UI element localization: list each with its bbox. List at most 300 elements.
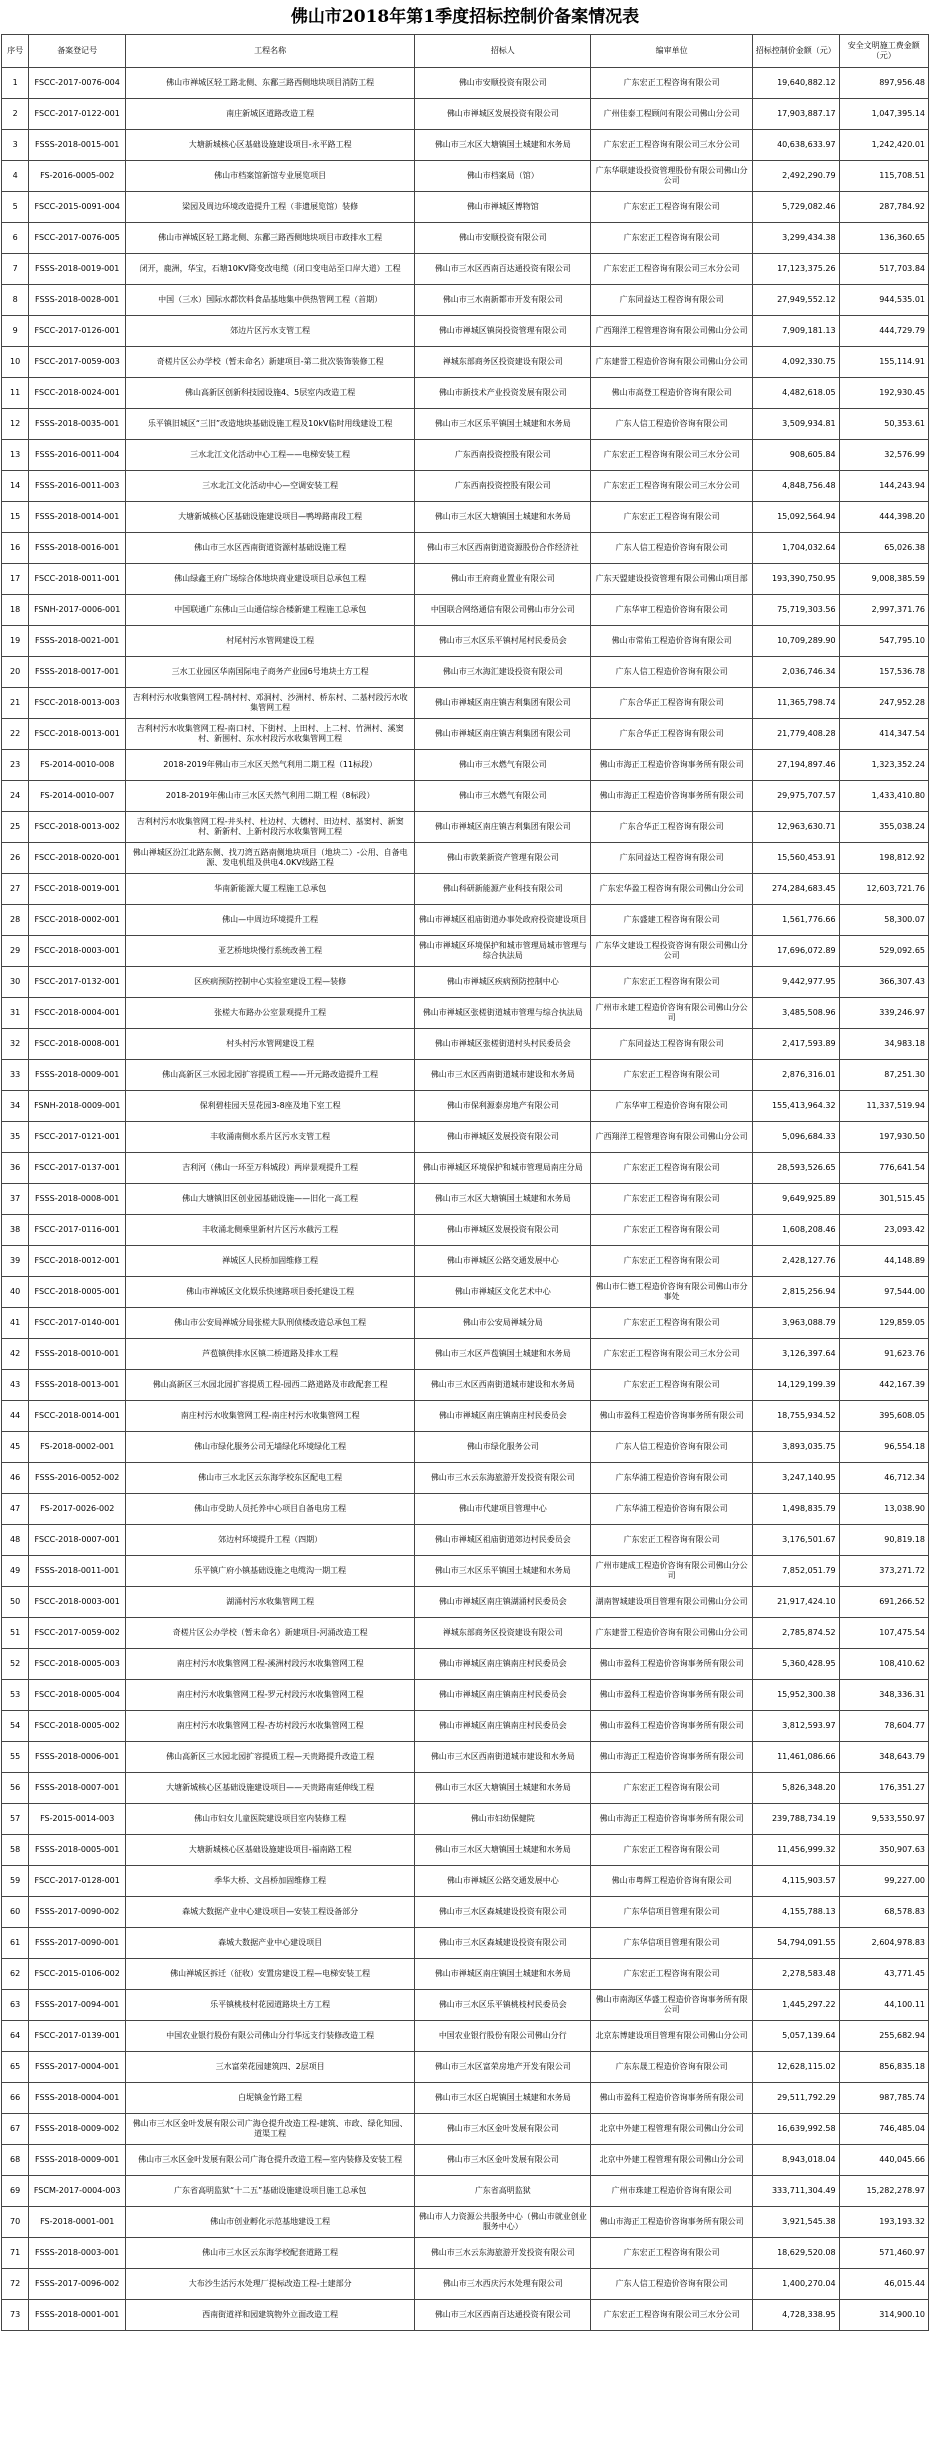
project-name: 三水北江文化活动中心工程——电梯安装工程 (126, 440, 415, 471)
safety-fee: 13,038.90 (839, 1494, 928, 1525)
compiler: 佛山市盈科工程造价咨询事务所有限公司 (591, 1680, 752, 1711)
compiler: 广东宏正工程咨询有限公司三水分公司 (591, 130, 752, 161)
safety-fee: 414,347.54 (839, 719, 928, 750)
tenderer: 佛山市禅城区镇岗投资管理有限公司 (415, 316, 591, 347)
project-name: 吉利村污水收集管网工程-鹄村村、邓洞村、沙洲村、桥东村、二基村段污水收集管网工程 (126, 688, 415, 719)
tenderer: 佛山市三水区森城建设投资有限公司 (415, 1928, 591, 1959)
tenderer: 佛山市禅城区南庄镇吉利集团有限公司 (415, 719, 591, 750)
safety-fee: 348,643.79 (839, 1742, 928, 1773)
project-name: 三水北江文化活动中心—空调安装工程 (126, 471, 415, 502)
compiler: 广东宏正工程咨询有限公司 (591, 502, 752, 533)
project-name: 佛山市禅城区轻工路北侧、东鄱三路西侧地块项目市政排水工程 (126, 223, 415, 254)
safety-fee: 776,641.54 (839, 1153, 928, 1184)
control-price: 1,608,208.46 (752, 1215, 839, 1246)
project-name: 佛山市绿化服务公司无墙绿化环境绿化工程 (126, 1432, 415, 1463)
filing-code: FS-2018-0001-001 (29, 2207, 126, 2238)
control-price: 12,628,115.02 (752, 2052, 839, 2083)
compiler: 广东华联建设投资管理股份有限公司佛山分公司 (591, 161, 752, 192)
control-price: 15,092,564.94 (752, 502, 839, 533)
compiler: 广东人信工程造价咨询有限公司 (591, 2269, 752, 2300)
safety-fee: 90,819.18 (839, 1525, 928, 1556)
row-number: 4 (2, 161, 29, 192)
row-number: 30 (2, 967, 29, 998)
tenderer: 佛山市三水区森城建设投资有限公司 (415, 1897, 591, 1928)
control-price: 3,299,434.38 (752, 223, 839, 254)
safety-fee: 34,983.18 (839, 1029, 928, 1060)
filing-code: FSSS-2018-0003-001 (29, 2238, 126, 2269)
tenderer: 佛山市三水区富荣房地产开发有限公司 (415, 2052, 591, 2083)
control-price: 17,696,072.89 (752, 936, 839, 967)
project-name: 佛山市禅城区轻工路北侧、东鄱三路西侧地块项目消防工程 (126, 68, 415, 99)
table-row (2, 1246, 929, 1277)
row-number: 24 (2, 781, 29, 812)
tenderer: 佛山市三水区西南街道城市建设和水务局 (415, 1060, 591, 1091)
project-name: 佛山高新区创新科技园设施4、5层室内改造工程 (126, 378, 415, 409)
filing-code: FSCC-2017-0076-005 (29, 223, 126, 254)
row-number: 69 (2, 2176, 29, 2207)
safety-fee: 395,608.05 (839, 1401, 928, 1432)
project-name: 三水工业园区华南国际电子商务产业园6号地块土方工程 (126, 657, 415, 688)
filing-code: FSCC-2018-0003-001 (29, 1587, 126, 1618)
filing-code: FSCC-2017-0059-002 (29, 1618, 126, 1649)
project-name: 奇槎片区公办学校（暂未命名）新建项目-第二批次装饰装修工程 (126, 347, 415, 378)
project-name: 2018-2019年佛山市三水区天然气利用二期工程（11标段） (126, 750, 415, 781)
row-number: 15 (2, 502, 29, 533)
control-price: 3,921,545.38 (752, 2207, 839, 2238)
project-name: 大塘新城核心区基础设施建设项目——天贵路南延伸线工程 (126, 1773, 415, 1804)
compiler: 佛山市盈科工程造价咨询事务所有限公司 (591, 1401, 752, 1432)
table-row (2, 1711, 929, 1742)
control-price: 193,390,750.95 (752, 564, 839, 595)
safety-fee: 1,323,352.24 (839, 750, 928, 781)
tenderer: 广东西南投资控股有限公司 (415, 440, 591, 471)
safety-fee: 107,475.54 (839, 1618, 928, 1649)
tenderer: 佛山市禅城区文化艺术中心 (415, 1277, 591, 1308)
filing-code: FS-2014-0010-008 (29, 750, 126, 781)
tenderer: 佛山市禅城区疾病预防控制中心 (415, 967, 591, 998)
table-row (2, 2145, 929, 2176)
table-row (2, 2269, 929, 2300)
compiler: 广东合华正工程咨询有限公司 (591, 812, 752, 843)
control-price: 18,755,934.52 (752, 1401, 839, 1432)
row-number: 2 (2, 99, 29, 130)
project-name: 佛山市三水区金叶发展有限公司广海仓提升改造工程-建筑、市政、绿化知园、道渠工程 (126, 2114, 415, 2145)
compiler: 广东东晟工程造价咨询有限公司 (591, 2052, 752, 2083)
table-body (2, 68, 929, 2331)
compiler: 广州佳泰工程顾问有限公司佛山分公司 (591, 99, 752, 130)
row-number: 68 (2, 2145, 29, 2176)
tenderer: 中国农业银行股份有限公司佛山分行 (415, 2021, 591, 2052)
filing-code: FSSS-2018-0009-002 (29, 2114, 126, 2145)
tenderer: 佛山市禅城区环境保护和城市管理局城市管理与综合执法局 (415, 936, 591, 967)
table-row (2, 2207, 929, 2238)
control-price: 54,794,091.55 (752, 1928, 839, 1959)
filing-code: FSSS-2018-0019-001 (29, 254, 126, 285)
compiler: 广东宏正工程咨询有限公司 (591, 192, 752, 223)
filing-code: FSSS-2016-0011-003 (29, 471, 126, 502)
table-row (2, 1773, 929, 1804)
table-row (2, 1401, 929, 1432)
control-price: 16,639,992.58 (752, 2114, 839, 2145)
row-number: 61 (2, 1928, 29, 1959)
safety-fee: 348,336.31 (839, 1680, 928, 1711)
filing-code: FSCC-2018-0019-001 (29, 874, 126, 905)
tenderer: 佛山市三水区乐平镇国土城建和水务局 (415, 409, 591, 440)
row-number: 14 (2, 471, 29, 502)
compiler: 广东宏正工程咨询有限公司 (591, 1525, 752, 1556)
safety-fee: 129,859.05 (839, 1308, 928, 1339)
safety-fee: 301,515.45 (839, 1184, 928, 1215)
safety-fee: 1,433,410.80 (839, 781, 928, 812)
safety-fee: 373,271.72 (839, 1556, 928, 1587)
control-price: 4,728,338.95 (752, 2300, 839, 2331)
filing-code: FS-2017-0026-002 (29, 1494, 126, 1525)
compiler: 广西翔洋工程管理咨询有限公司佛山分公司 (591, 1122, 752, 1153)
project-name: 佛山高新区三水园北园扩容提质工程——开元路改造提升工程 (126, 1060, 415, 1091)
safety-fee: 97,544.00 (839, 1277, 928, 1308)
filing-code: FSCC-2015-0091-004 (29, 192, 126, 223)
safety-fee: 50,353.61 (839, 409, 928, 440)
control-price: 1,561,776.66 (752, 905, 839, 936)
control-price: 333,711,304.49 (752, 2176, 839, 2207)
project-name: 区疾病预防控制中心实验室建设工程—装修 (126, 967, 415, 998)
project-name: 佛山—中周边环境提升工程 (126, 905, 415, 936)
filing-table (1, 34, 929, 2331)
filing-code: FSNH-2017-0006-001 (29, 595, 126, 626)
project-name: 张槎大布路办公室景观提升工程 (126, 998, 415, 1029)
project-name: 华南新能源大厦工程施工总承包 (126, 874, 415, 905)
compiler: 广西翔洋工程管理咨询有限公司佛山分公司 (591, 316, 752, 347)
filing-code: FSCM-2017-0004-003 (29, 2176, 126, 2207)
filing-code: FSCC-2018-0014-001 (29, 1401, 126, 1432)
row-number: 19 (2, 626, 29, 657)
row-number: 50 (2, 1587, 29, 1618)
col-header-project: 工程名称 (126, 35, 415, 68)
filing-code: FSSS-2018-0001-001 (29, 2300, 126, 2331)
tenderer: 佛山市禅城区公路交通发展中心 (415, 1246, 591, 1277)
row-number: 47 (2, 1494, 29, 1525)
row-number: 16 (2, 533, 29, 564)
filing-code: FSCC-2015-0106-002 (29, 1959, 126, 1990)
safety-fee: 68,578.83 (839, 1897, 928, 1928)
project-name: 郊边村环境提升工程（四期） (126, 1525, 415, 1556)
tenderer: 佛山市禅城区南庄镇南庄村民委员会 (415, 1711, 591, 1742)
col-header-control-price: 招标控制价金额（元） (752, 35, 839, 68)
compiler: 北京中外建工程管理有限公司佛山分公司 (591, 2114, 752, 2145)
compiler: 佛山市海正工程造价咨询事务所有限公司 (591, 2207, 752, 2238)
safety-fee: 350,907.63 (839, 1835, 928, 1866)
filing-code: FSCC-2018-0024-001 (29, 378, 126, 409)
safety-fee: 746,485.04 (839, 2114, 928, 2145)
row-number: 36 (2, 1153, 29, 1184)
tenderer: 佛山市禅城区南庄镇吉利集团有限公司 (415, 812, 591, 843)
filing-code: FS-2016-0005-002 (29, 161, 126, 192)
table-row (2, 1432, 929, 1463)
page-title: 佛山市2018年第1季度招标控制价备案情况表 (290, 7, 640, 27)
row-number: 45 (2, 1432, 29, 1463)
table-row (2, 440, 929, 471)
project-name: 吉利村污水收集管网工程-南口村、下街村、上田村、上二村、竹洲村、溪窦村、新围村、东水村段污水收集管网工程 (126, 719, 415, 750)
tenderer: 佛山市三水云东海旅游开发投资有限公司 (415, 1463, 591, 1494)
table-row (2, 1339, 929, 1370)
filing-code: FSCC-2017-0116-001 (29, 1215, 126, 1246)
project-name: 大塘新城核心区基础设施建设项目-福南路工程 (126, 1835, 415, 1866)
control-price: 5,096,684.33 (752, 1122, 839, 1153)
row-number: 53 (2, 1680, 29, 1711)
control-price: 27,194,897.46 (752, 750, 839, 781)
safety-fee: 157,536.78 (839, 657, 928, 688)
row-number: 35 (2, 1122, 29, 1153)
tenderer: 佛山市公安局禅城分局 (415, 1308, 591, 1339)
filing-code: FSCC-2017-0128-001 (29, 1866, 126, 1897)
filing-code: FSSS-2018-0004-001 (29, 2083, 126, 2114)
table-row (2, 1463, 929, 1494)
project-name: 佛山高新区三水园北园扩容提质工程—天贵路提升改造工程 (126, 1742, 415, 1773)
table-row (2, 130, 929, 161)
project-name: 村尾村污水管网建设工程 (126, 626, 415, 657)
row-number: 46 (2, 1463, 29, 1494)
project-name: 丰收涌北侧乘里新村片区污水截污工程 (126, 1215, 415, 1246)
filing-code: FSCC-2017-0137-001 (29, 1153, 126, 1184)
table-row (2, 378, 929, 409)
row-number: 23 (2, 750, 29, 781)
col-header-safety-fee: 安全文明施工费金额（元） (839, 35, 928, 68)
row-number: 41 (2, 1308, 29, 1339)
filing-code: FSCC-2018-0013-002 (29, 812, 126, 843)
control-price: 1,445,297.22 (752, 1990, 839, 2021)
compiler: 广东建誉工程造价咨询有限公司佛山分公司 (591, 1618, 752, 1649)
project-name: 梁园及周边环境改造提升工程（非遗展览馆）装修 (126, 192, 415, 223)
table-row (2, 316, 929, 347)
filing-code: FSSS-2018-0009-001 (29, 1060, 126, 1091)
table-row (2, 1959, 929, 1990)
control-price: 9,442,977.95 (752, 967, 839, 998)
tenderer: 佛山市三水云东海旅游开发投资有限公司 (415, 2238, 591, 2269)
control-price: 7,909,181.13 (752, 316, 839, 347)
row-number: 26 (2, 843, 29, 874)
compiler: 广东宏正工程咨询有限公司 (591, 1370, 752, 1401)
safety-fee: 91,623.76 (839, 1339, 928, 1370)
compiler: 广东宏正工程咨询有限公司三水分公司 (591, 254, 752, 285)
table-row (2, 905, 929, 936)
safety-fee: 2,997,371.76 (839, 595, 928, 626)
row-number: 37 (2, 1184, 29, 1215)
safety-fee: 9,008,385.59 (839, 564, 928, 595)
control-price: 3,963,088.79 (752, 1308, 839, 1339)
row-number: 38 (2, 1215, 29, 1246)
table-row (2, 936, 929, 967)
safety-fee: 442,167.39 (839, 1370, 928, 1401)
project-name: 白坭镇金竹路工程 (126, 2083, 415, 2114)
table-row (2, 1122, 929, 1153)
row-number: 17 (2, 564, 29, 595)
compiler: 广州市永建工程造价咨询有限公司佛山分公司 (591, 998, 752, 1029)
tenderer: 佛山市三水区大塘镇国土城建和水务局 (415, 1835, 591, 1866)
compiler: 广州市珠建工程造价咨询有限公司 (591, 2176, 752, 2207)
safety-fee: 58,300.07 (839, 905, 928, 936)
control-price: 11,456,999.32 (752, 1835, 839, 1866)
filing-code: FSSS-2018-0016-001 (29, 533, 126, 564)
filing-code: FSSS-2018-0006-001 (29, 1742, 126, 1773)
filing-code: FSCC-2017-0139-001 (29, 2021, 126, 2052)
filing-code: FSSS-2017-0096-002 (29, 2269, 126, 2300)
tenderer: 佛山市三水区大塘镇国土城建和水务局 (415, 1184, 591, 1215)
row-number: 34 (2, 1091, 29, 1122)
project-name: 西南街道祥和园建筑物外立面改造工程 (126, 2300, 415, 2331)
filing-code: FSSS-2018-0035-001 (29, 409, 126, 440)
compiler: 佛山市盈科工程造价咨询事务所有限公司 (591, 1711, 752, 1742)
filing-code: FSSS-2018-0013-001 (29, 1370, 126, 1401)
filing-code: FSCC-2017-0126-001 (29, 316, 126, 347)
safety-fee: 9,533,550.97 (839, 1804, 928, 1835)
tenderer: 佛山市禅城区发展投资有限公司 (415, 1122, 591, 1153)
filing-code: FSCC-2018-0011-001 (29, 564, 126, 595)
filing-code: FSSS-2018-0015-001 (29, 130, 126, 161)
compiler: 广东宏华盈工程咨询有限公司佛山分公司 (591, 874, 752, 905)
control-price: 27,949,552.12 (752, 285, 839, 316)
filing-code: FSSS-2016-0011-004 (29, 440, 126, 471)
project-name: 中国联通广东佛山三山通信综合楼新建工程施工总承包 (126, 595, 415, 626)
row-number: 71 (2, 2238, 29, 2269)
table-row (2, 1308, 929, 1339)
safety-fee: 247,952.28 (839, 688, 928, 719)
tenderer: 佛山市禅城区发展投资有限公司 (415, 1215, 591, 1246)
compiler: 佛山市盈科工程造价咨询事务所有限公司 (591, 2083, 752, 2114)
tenderer: 佛山市三水区金叶发展有限公司 (415, 2145, 591, 2176)
table-row (2, 254, 929, 285)
control-price: 3,126,397.64 (752, 1339, 839, 1370)
project-name: 佛山市三水区金叶发展有限公司广海仓提升改造工程—室内装修及安装工程 (126, 2145, 415, 2176)
control-price: 28,593,526.65 (752, 1153, 839, 1184)
safety-fee: 255,682.94 (839, 2021, 928, 2052)
compiler: 广东宏正工程咨询有限公司 (591, 1308, 752, 1339)
row-number: 27 (2, 874, 29, 905)
row-number: 29 (2, 936, 29, 967)
table-row (2, 2300, 929, 2331)
filing-code: FSCC-2018-0012-001 (29, 1246, 126, 1277)
safety-fee: 46,015.44 (839, 2269, 928, 2300)
table-row (2, 1587, 929, 1618)
table-row (2, 2238, 929, 2269)
row-number: 51 (2, 1618, 29, 1649)
filing-code: FSCC-2018-0002-001 (29, 905, 126, 936)
filing-code: FSSS-2017-0090-001 (29, 1928, 126, 1959)
safety-fee: 78,604.77 (839, 1711, 928, 1742)
control-price: 2,417,593.89 (752, 1029, 839, 1060)
compiler: 广东宏正工程咨询有限公司 (591, 2238, 752, 2269)
control-price: 3,509,934.81 (752, 409, 839, 440)
safety-fee: 444,729.79 (839, 316, 928, 347)
row-number: 64 (2, 2021, 29, 2052)
table-row (2, 967, 929, 998)
compiler: 广东宏正工程咨询有限公司 (591, 1835, 752, 1866)
control-price: 274,284,683.45 (752, 874, 839, 905)
tenderer: 佛山市禅城区南庄镇吉利集团有限公司 (415, 688, 591, 719)
project-name: 佛山市受助人员托养中心项目自备电房工程 (126, 1494, 415, 1525)
compiler: 广东华浦工程造价咨询有限公司 (591, 1494, 752, 1525)
table-row (2, 2114, 929, 2145)
safety-fee: 87,251.30 (839, 1060, 928, 1091)
safety-fee: 944,535.01 (839, 285, 928, 316)
compiler: 广东宏正工程咨询有限公司 (591, 1060, 752, 1091)
control-price: 15,560,453.91 (752, 843, 839, 874)
safety-fee: 1,047,395.14 (839, 99, 928, 130)
filing-code: FSSS-2018-0014-001 (29, 502, 126, 533)
project-name: 芦苞镇供排水区镇二桥道路及排水工程 (126, 1339, 415, 1370)
tenderer: 佛山市绿化服务公司 (415, 1432, 591, 1463)
safety-fee: 571,460.97 (839, 2238, 928, 2269)
filing-code: FSCC-2017-0076-004 (29, 68, 126, 99)
control-price: 4,155,788.13 (752, 1897, 839, 1928)
tenderer: 佛山市禅城区南庄镇南庄村民委员会 (415, 1680, 591, 1711)
control-price: 1,704,032.64 (752, 533, 839, 564)
control-price: 4,848,756.48 (752, 471, 839, 502)
compiler: 广东华信项目管理有限公司 (591, 1928, 752, 1959)
filing-code: FSCC-2018-0020-001 (29, 843, 126, 874)
tenderer: 佛山市禅城区张槎街道城市管理与综合执法局 (415, 998, 591, 1029)
compiler: 广东天盟建设投资管理有限公司佛山项目部 (591, 564, 752, 595)
project-name: 佛山高新区三水园北园扩容提质工程-园西二路道路及市政配套工程 (126, 1370, 415, 1401)
row-number: 22 (2, 719, 29, 750)
table-row (2, 285, 929, 316)
compiler: 广东同益达工程咨询有限公司 (591, 843, 752, 874)
safety-fee: 529,092.65 (839, 936, 928, 967)
project-name: 乐平镇旧城区“三旧”改造地块基础设施工程及10kV临时用线建设工程 (126, 409, 415, 440)
compiler: 佛山市粤辉工程造价咨询有限公司 (591, 1866, 752, 1897)
row-number: 54 (2, 1711, 29, 1742)
compiler: 广东同益达工程咨询有限公司 (591, 1029, 752, 1060)
row-number: 57 (2, 1804, 29, 1835)
project-name: 大塘新城核心区基础设施建设项目-永平路工程 (126, 130, 415, 161)
filing-code: FSSS-2017-0004-001 (29, 2052, 126, 2083)
project-name: 保利碧桂园天昱花园3-8座及地下室工程 (126, 1091, 415, 1122)
col-header-no: 序号 (2, 35, 29, 68)
tenderer: 佛山市三水区大塘镇国土城建和水务局 (415, 130, 591, 161)
compiler: 佛山市常佑工程造价咨询有限公司 (591, 626, 752, 657)
table-row (2, 533, 929, 564)
safety-fee: 856,835.18 (839, 2052, 928, 2083)
filing-code: FSSS-2017-0094-001 (29, 1990, 126, 2021)
project-name: 丰收涌南侧水系片区污水支管工程 (126, 1122, 415, 1153)
tenderer: 佛山市三水区乐平镇村尾村民委员会 (415, 626, 591, 657)
safety-fee: 15,282,278.97 (839, 2176, 928, 2207)
tenderer: 佛山市三水区西南街道资源股份合作经济社 (415, 533, 591, 564)
tenderer: 佛山市三水燃气有限公司 (415, 781, 591, 812)
tenderer: 佛山市三水西庆污水处理有限公司 (415, 2269, 591, 2300)
filing-code: FSCC-2017-0140-001 (29, 1308, 126, 1339)
compiler: 广东宏正工程咨询有限公司三水分公司 (591, 471, 752, 502)
table-row (2, 347, 929, 378)
safety-fee: 355,038.24 (839, 812, 928, 843)
project-name: 吉利村污水收集管网工程-井头村、杜边村、大穗村、田边村、基窦村、新窦村、新新村、上新村段污水收集管网工程 (126, 812, 415, 843)
tenderer: 佛山市禅城区博物馆 (415, 192, 591, 223)
filing-code: FSSS-2018-0028-001 (29, 285, 126, 316)
col-header-compiler: 编审单位 (591, 35, 752, 68)
compiler: 广东宏正工程咨询有限公司 (591, 967, 752, 998)
row-number: 55 (2, 1742, 29, 1773)
compiler: 广东宏正工程咨询有限公司三水分公司 (591, 1339, 752, 1370)
safety-fee: 96,554.18 (839, 1432, 928, 1463)
table-row (2, 781, 929, 812)
tenderer: 佛山市三水区西南百达通投资有限公司 (415, 2300, 591, 2331)
tenderer: 佛山市禅城区张槎街道村头村民委员会 (415, 1029, 591, 1060)
control-price: 7,852,051.79 (752, 1556, 839, 1587)
safety-fee: 691,266.52 (839, 1587, 928, 1618)
compiler: 广州市建成工程造价咨询有限公司佛山分公司 (591, 1556, 752, 1587)
control-price: 21,779,408.28 (752, 719, 839, 750)
table-row (2, 68, 929, 99)
safety-fee: 192,930.45 (839, 378, 928, 409)
